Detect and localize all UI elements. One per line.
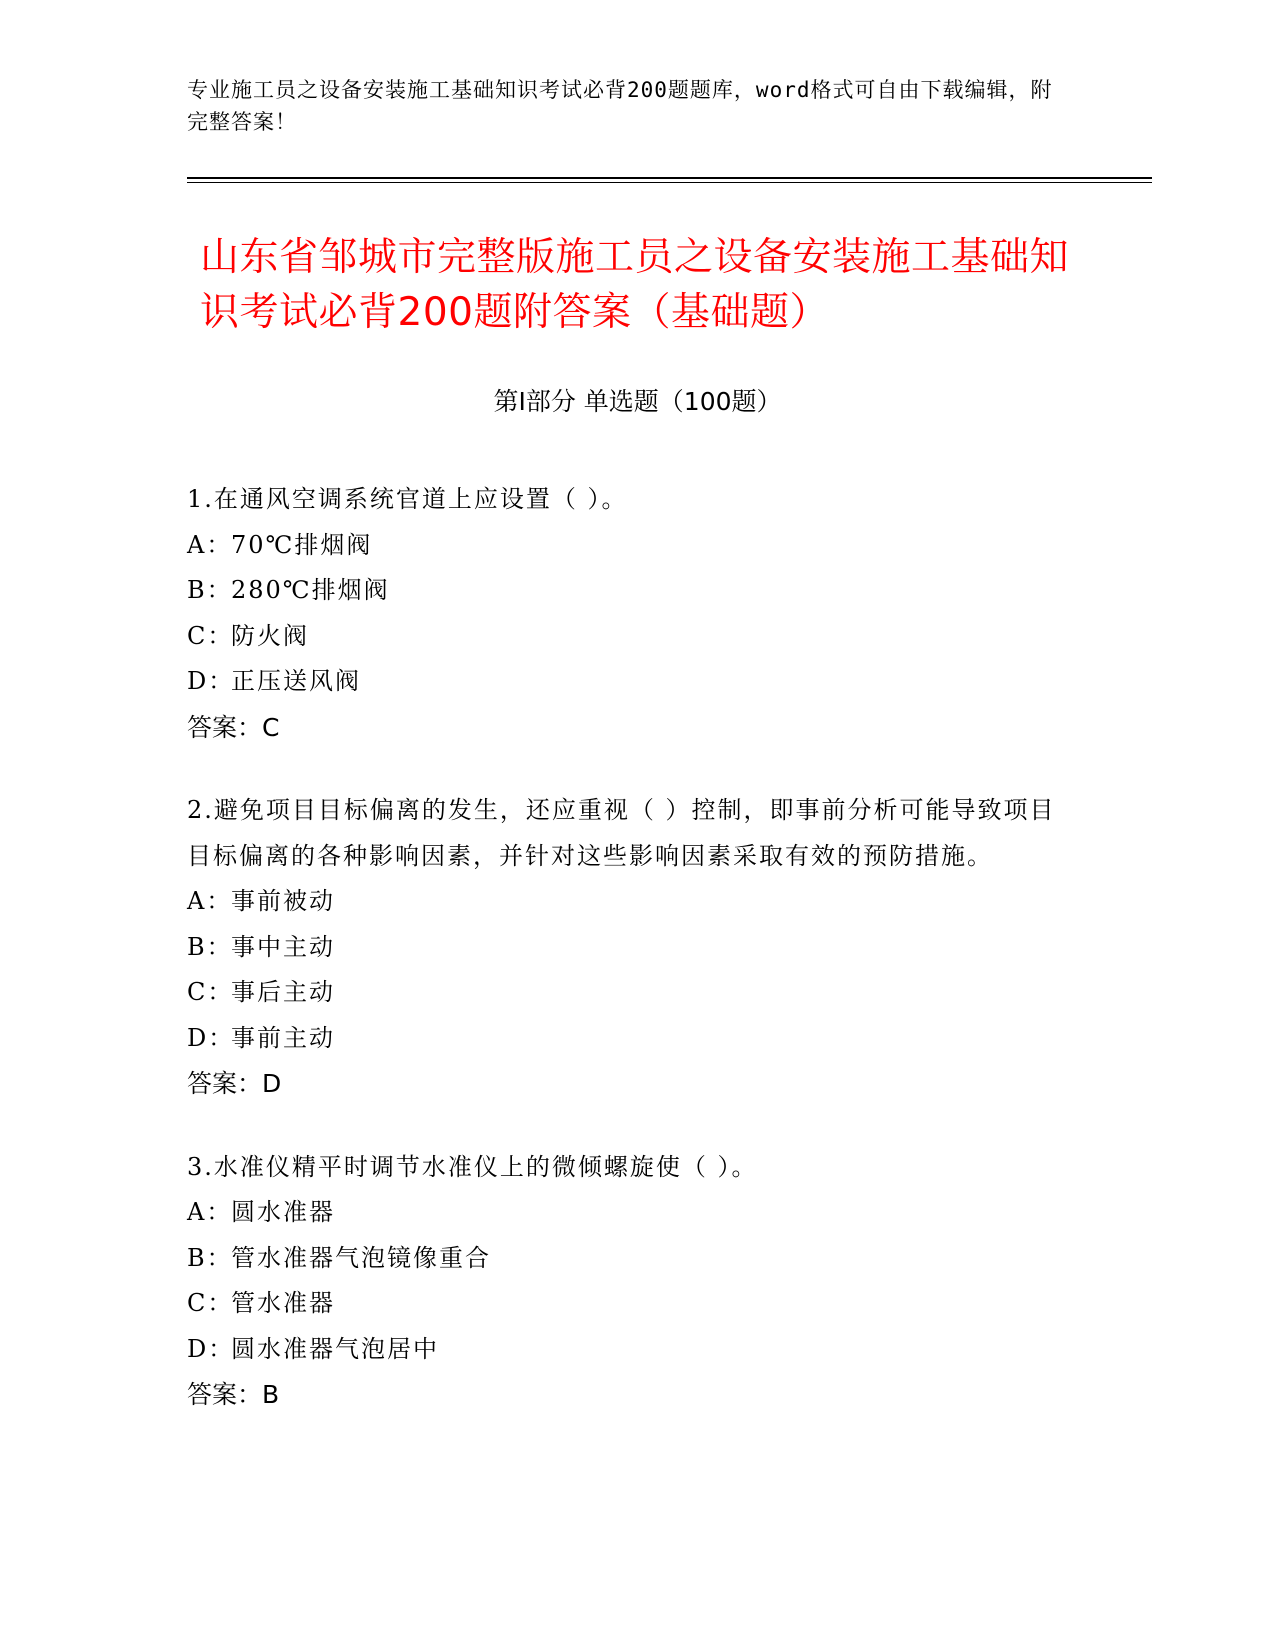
header-divider-thick <box>187 177 1152 179</box>
question-list <box>187 477 1077 1456</box>
header-divider-thin <box>187 182 1152 183</box>
answer-label: 答案： <box>187 712 263 742</box>
option-key: D： <box>187 1023 235 1052</box>
question-option <box>187 970 1077 1016</box>
section-title: 第Ⅰ部分 单选题（100题） <box>493 387 782 416</box>
option-text: 事前主动 <box>231 1023 335 1052</box>
option-text: 圆水准器气泡居中 <box>231 1334 439 1363</box>
answer-value: B <box>262 1380 280 1409</box>
question-option <box>187 614 1077 660</box>
option-key: D： <box>187 1334 235 1363</box>
answer-value: D <box>262 1069 282 1098</box>
option-key: C： <box>187 1289 234 1317</box>
question-option <box>187 879 1077 925</box>
question-option <box>187 1327 1077 1373</box>
answer-line <box>187 705 1077 751</box>
option-key: B： <box>187 932 233 961</box>
option-text: 圆水准器 <box>231 1198 335 1226</box>
option-key: D： <box>187 667 235 695</box>
question-option <box>187 523 1077 569</box>
question-option <box>187 659 1077 705</box>
answer-line <box>187 1061 1077 1107</box>
option-key: B： <box>187 1243 233 1272</box>
answer-line <box>187 1372 1077 1418</box>
option-key: C： <box>187 978 234 1006</box>
option-text: 防火阀 <box>231 621 309 650</box>
option-text: 事后主动 <box>231 978 335 1006</box>
option-key: A： <box>187 530 233 559</box>
option-key: C： <box>187 621 234 650</box>
header-note: 专业施工员之设备安装施工基础知识考试必背200题题库，word格式可自由下载编辑，附完整答案！ <box>187 78 1053 134</box>
question-option <box>187 568 1077 614</box>
option-key: A： <box>187 887 233 915</box>
option-text: 事前被动 <box>231 887 335 915</box>
option-text: 管水准器气泡镜像重合 <box>231 1243 491 1272</box>
option-key: A： <box>187 1198 233 1226</box>
question-item <box>187 788 1077 1107</box>
question-option <box>187 1190 1077 1236</box>
document-title: 山东省邹城市完整版施工员之设备安装施工基础知识考试必背200题附答案（基础题） <box>200 235 1070 335</box>
question-option <box>187 925 1077 971</box>
option-text: 280℃排烟阀 <box>231 576 390 604</box>
answer-value: C <box>262 712 280 742</box>
answer-label: 答案： <box>187 1380 263 1409</box>
option-text: 管水准器 <box>231 1289 335 1317</box>
question-item <box>187 1145 1077 1418</box>
question-item <box>187 477 1077 750</box>
option-text: 70℃排烟阀 <box>231 530 373 559</box>
answer-label: 答案： <box>187 1069 263 1098</box>
option-key: B： <box>187 576 233 604</box>
question-option <box>187 1281 1077 1327</box>
option-text: 正压送风阀 <box>231 667 361 695</box>
question-stem: 3.水准仪精平时调节水准仪上的微倾螺旋使（ ）。 <box>187 1152 758 1181</box>
question-stem: 1.在通风空调系统官道上应设置（ ）。 <box>187 485 628 513</box>
option-text: 事中主动 <box>231 932 335 961</box>
question-stem: 2.避免项目目标偏离的发生，还应重视（ ）控制，即事前分析可能导致项目目标偏离的各种影响因素，并针对这些影响因素采取有效的预防措施。 <box>187 796 1056 870</box>
question-option <box>187 1236 1077 1282</box>
question-option <box>187 1016 1077 1062</box>
